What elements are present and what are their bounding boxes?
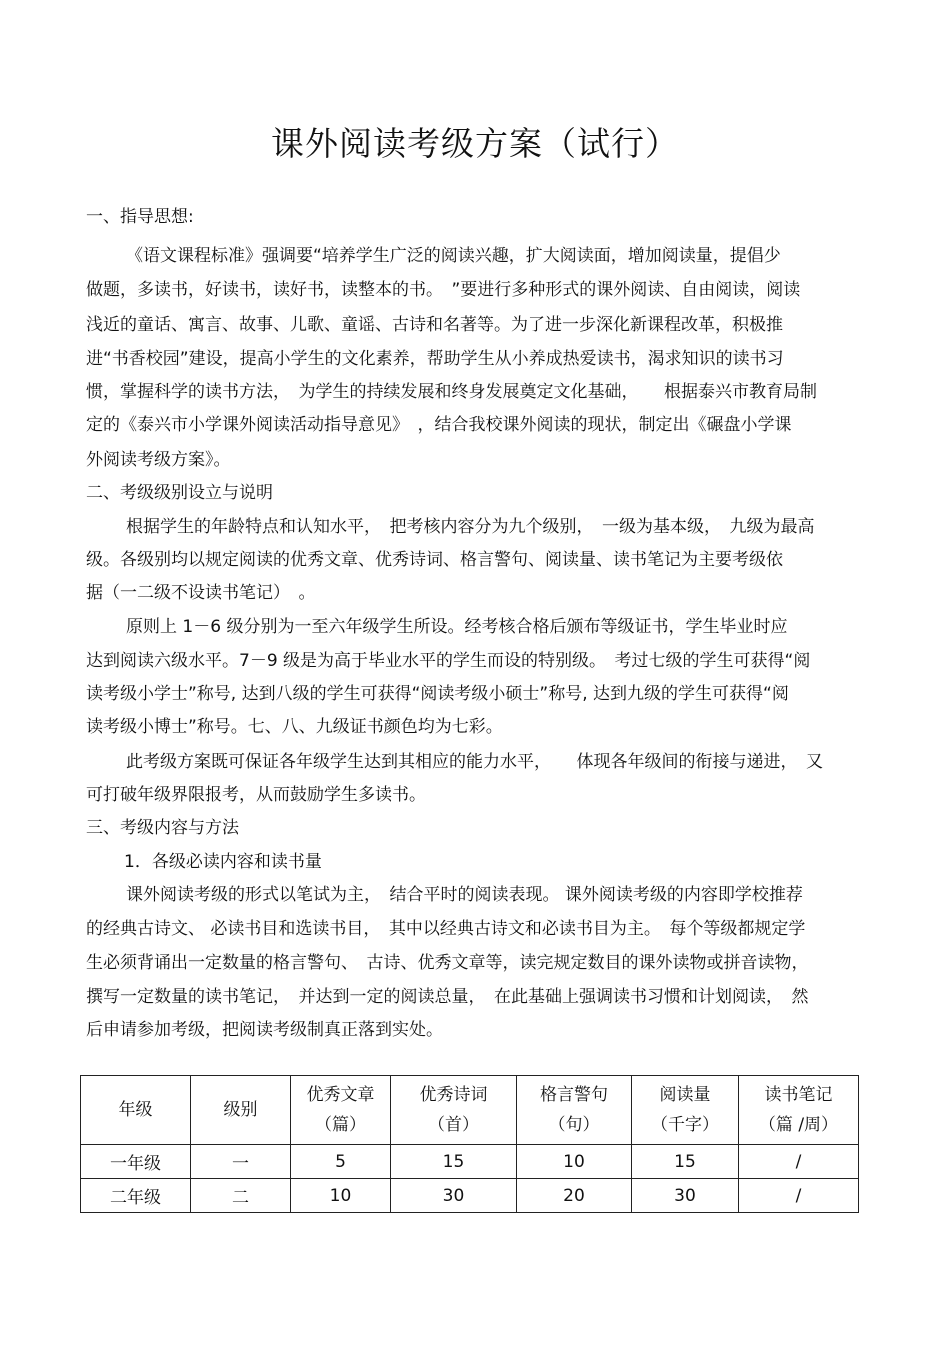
line-12: 原则上 1－6 级分别为一至六年级学生所设。经考核合格后颁布等级证书，学生毕业时应 bbox=[126, 617, 788, 637]
line-21: 的经典古诗文、 必读书目和选读书目， 其中以经典古诗文和必读书目为主。 每个等级都规定学 bbox=[86, 919, 806, 939]
line-24: 后申请参加考级，把阅读考级制真正落到实处。 bbox=[86, 1020, 443, 1040]
line-3: 浅近的童话、寓言、故事、儿歌、童谣、古诗和名著等。为了进一步深化新课程改革，积极推 bbox=[86, 315, 783, 335]
line-0: 一、指导思想: bbox=[86, 207, 194, 227]
line-2: 做题，多读书，好读书，读好书，读整本的书。 ”要进行多种形式的课外阅读、自由阅读，阅读 bbox=[86, 280, 801, 300]
line-13: 达到阅读六级水平。7－9 级是为高于毕业水平的学生而设的特别级。 考过七级的学生可获得“阅 bbox=[86, 651, 811, 671]
header-grade: 年级 bbox=[81, 1076, 191, 1145]
table-cell: / bbox=[739, 1145, 859, 1179]
line-5: 惯，掌握科学的读书方法， 为学生的持续发展和终身发展奠定文化基础， 根据泰兴市教育局制 bbox=[86, 382, 817, 402]
table-cell: 5 bbox=[291, 1145, 391, 1179]
line-15: 读考级小博士”称号。七、八、九级证书颜色均为七彩。 bbox=[86, 717, 503, 737]
table-row bbox=[81, 1145, 859, 1179]
table-cell: 15 bbox=[632, 1145, 739, 1179]
table-cell: 15 bbox=[391, 1145, 517, 1179]
line-17: 可打破年级界限报考，从而鼓励学生多读书。 bbox=[86, 785, 426, 805]
table-cell: / bbox=[739, 1179, 859, 1213]
line-20: 课外阅读考级的形式以笔试为主， 结合平时的阅读表现。 课外阅读考级的内容即学校推荐 bbox=[126, 885, 803, 905]
table-cell: 二年级 bbox=[81, 1179, 191, 1213]
table-cell: 20 bbox=[517, 1179, 632, 1213]
line-11: 据（一二级不设读书笔记） 。 bbox=[86, 583, 316, 603]
table-cell: 一 bbox=[191, 1145, 291, 1179]
table-row bbox=[81, 1179, 859, 1213]
table-cell: 二 bbox=[191, 1179, 291, 1213]
line-14: 读考级小学士”称号, 达到八级的学生可获得“阅读考级小硕士”称号, 达到九级的学生可获得“阅 bbox=[86, 684, 789, 704]
header-level: 级别 bbox=[191, 1076, 291, 1145]
header-articles: 优秀文章 （篇） bbox=[291, 1076, 391, 1145]
table-cell: 30 bbox=[632, 1179, 739, 1213]
header-mottos: 格言警句 （句） bbox=[517, 1076, 632, 1145]
page-title: 课外阅读考级方案（试行） bbox=[271, 124, 679, 163]
header-poems: 优秀诗词 （首） bbox=[391, 1076, 517, 1145]
line-19: 1．各级必读内容和读书量 bbox=[124, 852, 322, 872]
line-22: 生必须背诵出一定数量的格言警句、 古诗、优秀文章等，读完规定数目的课外读物或拼音读物， bbox=[86, 953, 809, 973]
line-8: 二、考级级别设立与说明 bbox=[86, 483, 273, 503]
table-header-row bbox=[81, 1076, 859, 1145]
table-cell: 一年级 bbox=[81, 1145, 191, 1179]
line-16: 此考级方案既可保证各年级学生达到其相应的能力水平， 体现各年级间的衔接与递进， 又 bbox=[126, 752, 823, 772]
line-7: 外阅读考级方案》。 bbox=[86, 450, 231, 470]
line-1: 《语文课程标准》强调要“培养学生广泛的阅读兴趣，扩大阅读面，增加阅读量，提倡少 bbox=[126, 246, 781, 266]
reading-level-table bbox=[80, 1075, 859, 1213]
line-9: 根据学生的年龄特点和认知水平， 把考核内容分为九个级别， 一级为基本级， 九级为最高 bbox=[126, 517, 815, 537]
header-reading-volume: 阅读量 （千字） bbox=[632, 1076, 739, 1145]
table-cell: 30 bbox=[391, 1179, 517, 1213]
line-18: 三、考级内容与方法 bbox=[86, 818, 239, 838]
line-23: 撰写一定数量的读书笔记， 并达到一定的阅读总量， 在此基础上强调读书习惯和计划阅读， 然 bbox=[86, 987, 809, 1007]
line-6: 定的《泰兴市小学课外阅读活动指导意见》 ，结合我校课外阅读的现状，制定出《碾盘小学课 bbox=[86, 415, 792, 435]
table-cell: 10 bbox=[517, 1145, 632, 1179]
line-4: 进“书香校园”建设，提高小学生的文化素养，帮助学生从小养成热爱读书，渴求知识的读书习 bbox=[86, 349, 784, 369]
line-10: 级。各级别均以规定阅读的优秀文章、优秀诗词、格言警句、阅读量、读书笔记为主要考级依 bbox=[86, 550, 783, 570]
header-reading-notes: 读书笔记 （篇 /周） bbox=[739, 1076, 859, 1145]
table-cell: 10 bbox=[291, 1179, 391, 1213]
